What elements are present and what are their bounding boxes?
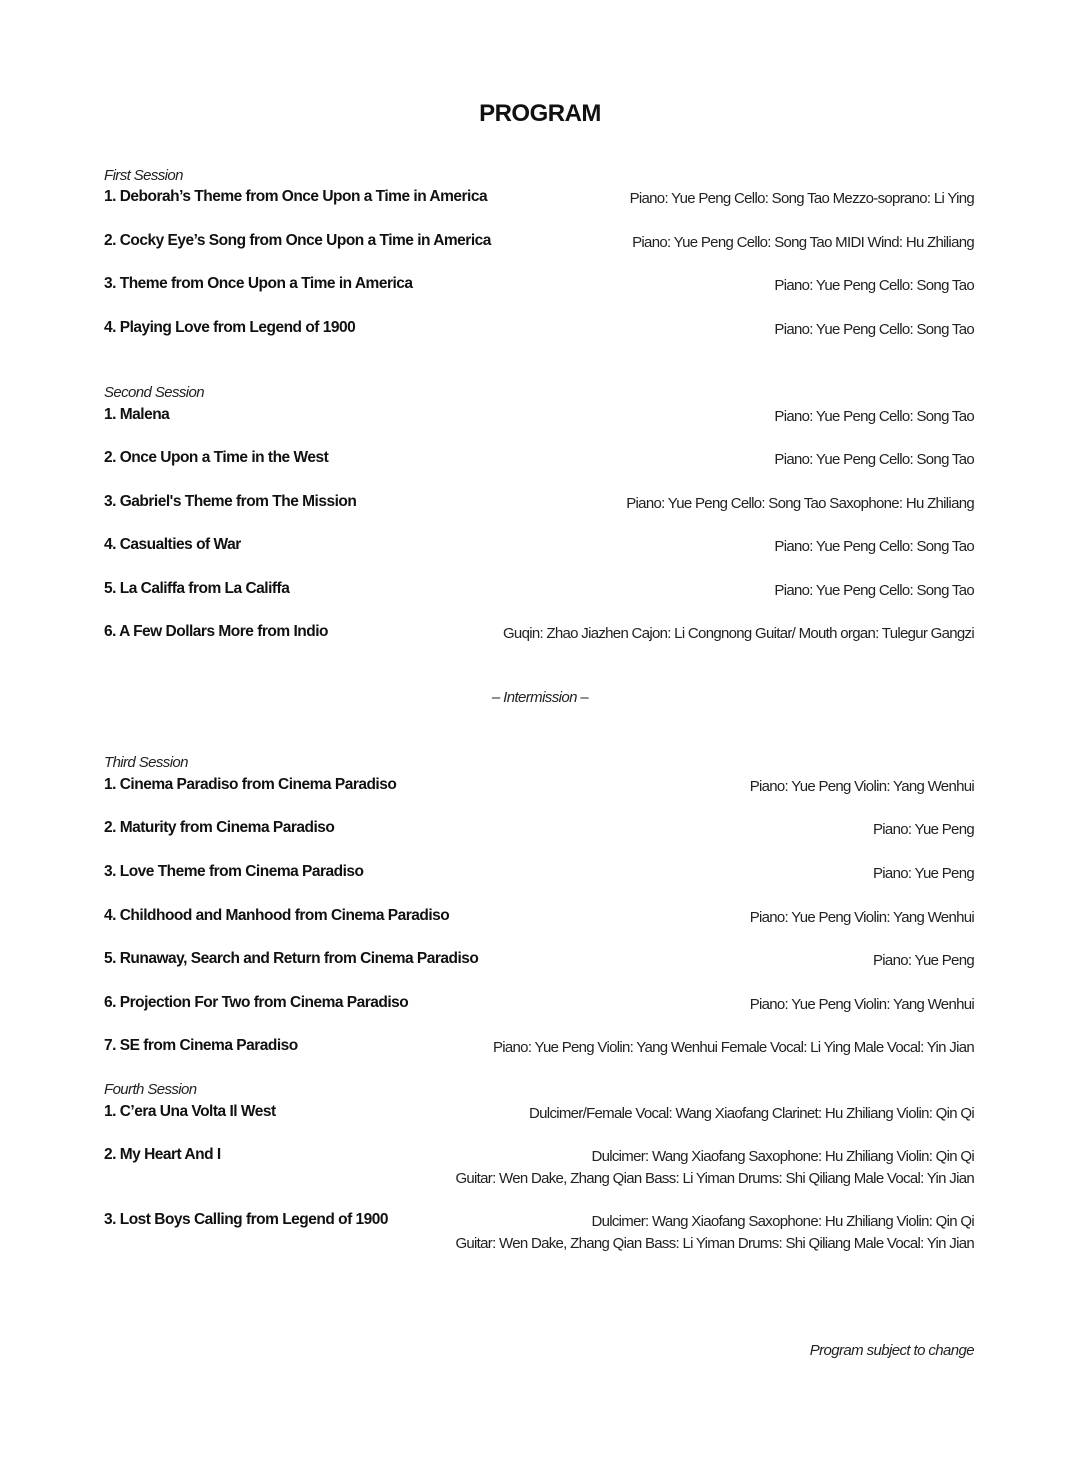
piece-title: 5. La Califfa from La Califfa bbox=[104, 580, 290, 597]
piece-title: 3. Theme from Once Upon a Time in America bbox=[104, 275, 413, 292]
program-row bbox=[104, 188, 974, 232]
performers bbox=[750, 776, 974, 798]
program-row bbox=[104, 449, 974, 493]
performers bbox=[626, 493, 974, 515]
program-row bbox=[104, 623, 974, 667]
page-title: PROGRAM bbox=[479, 100, 601, 127]
performers-line: Piano: Yue Peng bbox=[873, 821, 974, 838]
piece-title: 7. SE from Cinema Paradiso bbox=[104, 1037, 298, 1054]
performers bbox=[774, 319, 974, 341]
program-row bbox=[104, 1103, 974, 1147]
performers-line: Piano: Yue Peng Cello: Song Tao bbox=[774, 277, 974, 294]
piece-title: 1. Malena bbox=[104, 406, 170, 423]
program-row bbox=[104, 1146, 974, 1190]
performers-line: Dulcimer: Wang Xiaofang Saxophone: Hu Zhiliang Violin: Qin Qi bbox=[591, 1213, 974, 1230]
performers-line: Piano: Yue Peng Cello: Song Tao Saxophone: Hu Zhiliang bbox=[626, 495, 974, 512]
piece-title: 4. Playing Love from Legend of 1900 bbox=[104, 319, 356, 336]
piece-title: 4. Casualties of War bbox=[104, 536, 241, 553]
performers-line: Guqin: Zhao Jiazhen Cajon: Li Congnong Guitar/ Mouth organ: Tulegur Gangzi bbox=[502, 625, 974, 642]
session-label-first: First Session bbox=[104, 167, 183, 184]
performers-line: Dulcimer/Female Vocal: Wang Xiaofang Clarinet: Hu Zhiliang Violin: Qin Qi bbox=[529, 1105, 974, 1122]
intermission-label: – Intermission – bbox=[491, 689, 589, 706]
piece-title: 1. C’era Una Volta Il West bbox=[104, 1103, 276, 1120]
program-row bbox=[104, 776, 974, 820]
performers-line: Piano: Yue Peng Violin: Yang Wenhui Female Vocal: Li Ying Male Vocal: Yin Jian bbox=[492, 1039, 974, 1056]
performers bbox=[503, 623, 974, 645]
performers-line: Guitar: Wen Dake, Zhang Qian Bass: Li Yiman Drums: Shi Qiliang Male Vocal: Yin Jian bbox=[455, 1235, 974, 1252]
program-row bbox=[104, 319, 974, 363]
performers-line: Piano: Yue Peng Cello: Song Tao Mezzo-soprano: Li Ying bbox=[629, 190, 974, 207]
performers-line: Piano: Yue Peng Violin: Yang Wenhui bbox=[749, 996, 974, 1013]
program-row bbox=[104, 1211, 974, 1255]
performers-line: Piano: Yue Peng Cello: Song Tao bbox=[774, 582, 974, 599]
performers bbox=[529, 1103, 974, 1125]
performers bbox=[774, 275, 974, 297]
performers bbox=[873, 950, 974, 972]
performers-line: Dulcimer: Wang Xiaofang Saxophone: Hu Zhiliang Violin: Qin Qi bbox=[591, 1148, 974, 1165]
piece-title: 6. A Few Dollars More from Indio bbox=[104, 623, 328, 640]
piece-title: 3. Lost Boys Calling from Legend of 1900 bbox=[104, 1211, 389, 1228]
performers bbox=[750, 994, 974, 1016]
program-row bbox=[104, 580, 974, 624]
program-row bbox=[104, 950, 974, 994]
performers bbox=[774, 580, 974, 602]
program-row bbox=[104, 1037, 974, 1081]
piece-title: 3. Gabriel's Theme from The Mission bbox=[104, 493, 357, 510]
performers bbox=[774, 406, 974, 428]
piece-title: 6. Projection For Two from Cinema Paradiso bbox=[104, 994, 409, 1011]
performers-line: Piano: Yue Peng bbox=[873, 952, 974, 969]
performers-line: Guitar: Wen Dake, Zhang Qian Bass: Li Yiman Drums: Shi Qiliang Male Vocal: Yin Jian bbox=[455, 1170, 974, 1187]
program-row bbox=[104, 994, 974, 1038]
performers-line: Piano: Yue Peng Violin: Yang Wenhui bbox=[749, 909, 974, 926]
performers bbox=[455, 1146, 974, 1190]
piece-title: 2. My Heart And I bbox=[104, 1146, 221, 1163]
program-row bbox=[104, 275, 974, 319]
performers bbox=[873, 863, 974, 885]
performers-line: Piano: Yue Peng bbox=[873, 865, 974, 882]
piece-title: 5. Runaway, Search and Return from Cinema Paradiso bbox=[104, 950, 479, 967]
piece-title: 4. Childhood and Manhood from Cinema Paradiso bbox=[104, 907, 450, 924]
session-label-second: Second Session bbox=[104, 384, 205, 401]
footnote: Program subject to change bbox=[809, 1342, 974, 1359]
performers-line: Piano: Yue Peng Cello: Song Tao bbox=[774, 408, 974, 425]
piece-title: 2. Once Upon a Time in the West bbox=[104, 449, 329, 466]
performers-line: Piano: Yue Peng Cello: Song Tao bbox=[774, 538, 974, 555]
piece-title: 1. Deborah’s Theme from Once Upon a Time in America bbox=[104, 188, 488, 205]
performers bbox=[873, 819, 974, 841]
session-label-third: Third Session bbox=[104, 754, 188, 771]
performers bbox=[750, 907, 974, 929]
program-row bbox=[104, 819, 974, 863]
program-row bbox=[104, 536, 974, 580]
performers bbox=[455, 1211, 974, 1255]
piece-title: 2. Cocky Eye’s Song from Once Upon a Time in America bbox=[104, 232, 491, 249]
performers-line: Piano: Yue Peng Violin: Yang Wenhui bbox=[749, 778, 974, 795]
performers-line: Piano: Yue Peng Cello: Song Tao bbox=[774, 321, 974, 338]
piece-title: 1. Cinema Paradiso from Cinema Paradiso bbox=[104, 776, 397, 793]
session-label-fourth: Fourth Session bbox=[104, 1081, 197, 1098]
performers bbox=[632, 232, 974, 254]
program-row bbox=[104, 232, 974, 276]
performers bbox=[493, 1037, 974, 1059]
program-row bbox=[104, 406, 974, 450]
program-row bbox=[104, 493, 974, 537]
performers-line: Piano: Yue Peng Cello: Song Tao MIDI Wind: Hu Zhiliang bbox=[632, 234, 974, 251]
piece-title: 2. Maturity from Cinema Paradiso bbox=[104, 819, 335, 836]
piece-title: 3. Love Theme from Cinema Paradiso bbox=[104, 863, 364, 880]
performers-line: Piano: Yue Peng Cello: Song Tao bbox=[774, 451, 974, 468]
program-row bbox=[104, 907, 974, 951]
performers bbox=[774, 536, 974, 558]
program-row bbox=[104, 863, 974, 907]
performers bbox=[774, 449, 974, 471]
performers bbox=[630, 188, 974, 210]
